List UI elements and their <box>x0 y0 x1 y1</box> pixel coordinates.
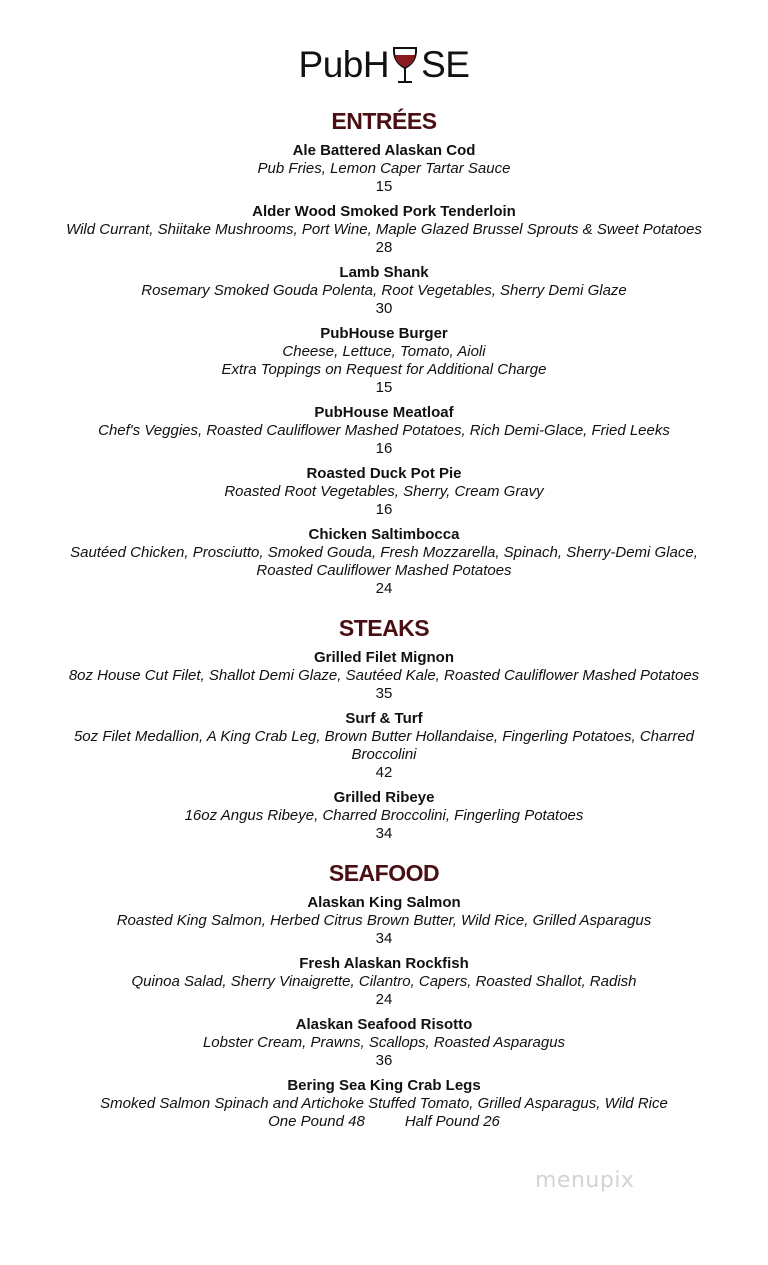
watermark: menupix <box>535 1168 635 1193</box>
item-description: Pub Fries, Lemon Caper Tartar Sauce <box>257 160 511 177</box>
item-price: 16 <box>375 440 393 457</box>
item-name: Lamb Shank <box>339 264 429 281</box>
item-description: 5oz Filet Medallion, A King Crab Leg, Brown Butter Hollandaise, Fingerling Potatoes, Charred <box>73 728 695 745</box>
item-description: Chef's Veggies, Roasted Cauliflower Mashed Potatoes, Rich Demi-Glace, Fried Leeks <box>98 422 670 439</box>
section-title: SEAFOOD <box>328 860 440 886</box>
logo-text-end: SE <box>421 44 470 85</box>
menu-item <box>0 465 768 518</box>
section-spacer <box>0 605 768 615</box>
item-name: PubHouse Burger <box>320 325 448 342</box>
item-price: 24 <box>375 580 393 597</box>
item-price: 30 <box>375 300 393 317</box>
menu-item <box>0 789 768 842</box>
item-name: Bering Sea King Crab Legs <box>287 1077 481 1094</box>
item-price: 15 <box>375 379 393 396</box>
menu-item <box>0 325 768 396</box>
item-description: Smoked Salmon Spinach and Artichoke Stuffed Tomato, Grilled Asparagus, Wild Rice <box>100 1095 668 1112</box>
spacer <box>0 947 768 955</box>
menu-item <box>0 710 768 781</box>
menu-item <box>0 1016 768 1069</box>
item-description: Broccolini <box>351 746 417 763</box>
price-one-pound: One Pound 48 <box>268 1113 365 1130</box>
spacer <box>0 457 768 465</box>
item-description: Rosemary Smoked Gouda Polenta, Root Vegetables, Sherry Demi Glaze <box>141 282 627 299</box>
item-description: 16oz Angus Ribeye, Charred Broccolini, Fingerling Potatoes <box>184 807 584 824</box>
spacer <box>0 518 768 526</box>
item-description: Lobster Cream, Prawns, Scallops, Roasted Asparagus <box>202 1034 566 1051</box>
item-price: 42 <box>375 764 393 781</box>
section-title: ENTRÉES <box>331 108 437 134</box>
item-description: Sautéed Chicken, Prosciutto, Smoked Gouda, Fresh Mozzarella, Spinach, Sherry-Demi Glace, <box>70 544 698 561</box>
menu-item <box>0 649 768 702</box>
item-description: Wild Currant, Shiitake Mushrooms, Port Wine, Maple Glazed Brussel Sprouts & Sweet Potatoes <box>66 221 702 238</box>
spacer <box>0 1008 768 1016</box>
item-name: Ale Battered Alaskan Cod <box>292 142 476 159</box>
item-name: PubHouse Meatloaf <box>314 404 454 421</box>
item-name: Grilled Filet Mignon <box>314 649 454 666</box>
menu-item <box>0 203 768 256</box>
item-description: Cheese, Lettuce, Tomato, Aioli <box>282 343 486 360</box>
spacer <box>0 842 768 850</box>
item-price: 34 <box>375 930 393 947</box>
spacer <box>0 1069 768 1077</box>
item-name: Chicken Saltimbocca <box>308 526 460 543</box>
menu-item <box>0 142 768 195</box>
wine-glass-icon <box>390 44 420 86</box>
item-description: Roasted Root Vegetables, Sherry, Cream Gravy <box>224 483 544 500</box>
item-name: Roasted Duck Pot Pie <box>306 465 462 482</box>
menu-item-crab <box>0 1077 768 1131</box>
spacer <box>0 317 768 325</box>
item-price: 36 <box>375 1052 393 1069</box>
section-spacer <box>0 850 768 860</box>
logo <box>0 40 768 90</box>
menu-item <box>0 264 768 317</box>
item-price: 16 <box>375 501 393 518</box>
spacer <box>0 641 768 649</box>
item-name: Alder Wood Smoked Pork Tenderloin <box>252 203 516 220</box>
item-price: 28 <box>375 239 393 256</box>
menu-item <box>0 955 768 1008</box>
crab-prices <box>0 1113 768 1131</box>
spacer <box>0 396 768 404</box>
item-price: 34 <box>375 825 393 842</box>
spacer <box>0 781 768 789</box>
menu-content <box>0 108 768 1131</box>
item-description: Roasted Cauliflower Mashed Potatoes <box>256 562 512 579</box>
spacer <box>0 886 768 894</box>
menu-item <box>0 404 768 457</box>
spacer <box>0 195 768 203</box>
item-description: Quinoa Salad, Sherry Vinaigrette, Cilantro, Capers, Roasted Shallot, Radish <box>131 973 637 990</box>
item-price: 35 <box>375 685 393 702</box>
item-description: 8oz House Cut Filet, Shallot Demi Glaze, Sautéed Kale, Roasted Cauliflower Mashed Potatoes <box>68 667 700 684</box>
item-description: Roasted King Salmon, Herbed Citrus Brown Butter, Wild Rice, Grilled Asparagus <box>116 912 652 929</box>
item-name: Fresh Alaskan Rockfish <box>299 955 469 972</box>
item-name: Alaskan King Salmon <box>307 894 461 911</box>
logo-text-start: PubH <box>298 44 390 85</box>
item-price: 24 <box>375 991 393 1008</box>
menu-item <box>0 894 768 947</box>
item-name: Surf & Turf <box>345 710 423 727</box>
item-price: 15 <box>375 178 393 195</box>
menu-item <box>0 526 768 597</box>
item-description: Extra Toppings on Request for Additional Charge <box>221 361 547 378</box>
spacer <box>0 597 768 605</box>
item-name: Grilled Ribeye <box>333 789 435 806</box>
spacer <box>0 256 768 264</box>
spacer <box>0 702 768 710</box>
price-half-pound: Half Pound 26 <box>404 1113 500 1130</box>
section-title: STEAKS <box>338 615 430 641</box>
spacer <box>0 134 768 142</box>
item-name: Alaskan Seafood Risotto <box>295 1016 473 1033</box>
